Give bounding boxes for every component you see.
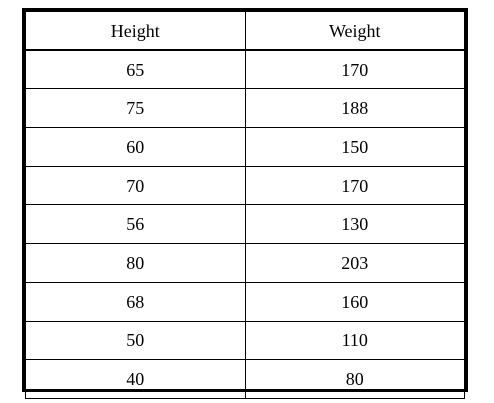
height-cell: 50 <box>26 321 246 360</box>
height-cell: 75 <box>26 89 246 128</box>
weight-cell: 110 <box>245 321 465 360</box>
column-header-height: Height <box>26 12 246 51</box>
height-cell: 68 <box>26 282 246 321</box>
table-row <box>26 244 465 283</box>
table-row <box>26 128 465 167</box>
height-cell: 70 <box>26 166 246 205</box>
weight-cell: 160 <box>245 282 465 321</box>
table-row <box>26 50 465 89</box>
weight-cell: 150 <box>245 128 465 167</box>
table-row <box>26 166 465 205</box>
weight-cell: 188 <box>245 89 465 128</box>
table-row <box>26 89 465 128</box>
height-cell: 65 <box>26 50 246 89</box>
weight-cell: 203 <box>245 244 465 283</box>
height-cell: 40 <box>26 360 246 399</box>
height-cell: 80 <box>26 244 246 283</box>
table-header-row <box>26 12 465 51</box>
table-row <box>26 282 465 321</box>
table-row <box>26 205 465 244</box>
data-table-container <box>22 8 468 392</box>
table-row <box>26 321 465 360</box>
height-cell: 60 <box>26 128 246 167</box>
weight-cell: 130 <box>245 205 465 244</box>
weight-cell: 80 <box>245 360 465 399</box>
column-header-weight: Weight <box>245 12 465 51</box>
height-weight-table <box>25 11 465 399</box>
table-row <box>26 360 465 399</box>
weight-cell: 170 <box>245 50 465 89</box>
weight-cell: 170 <box>245 166 465 205</box>
height-cell: 56 <box>26 205 246 244</box>
